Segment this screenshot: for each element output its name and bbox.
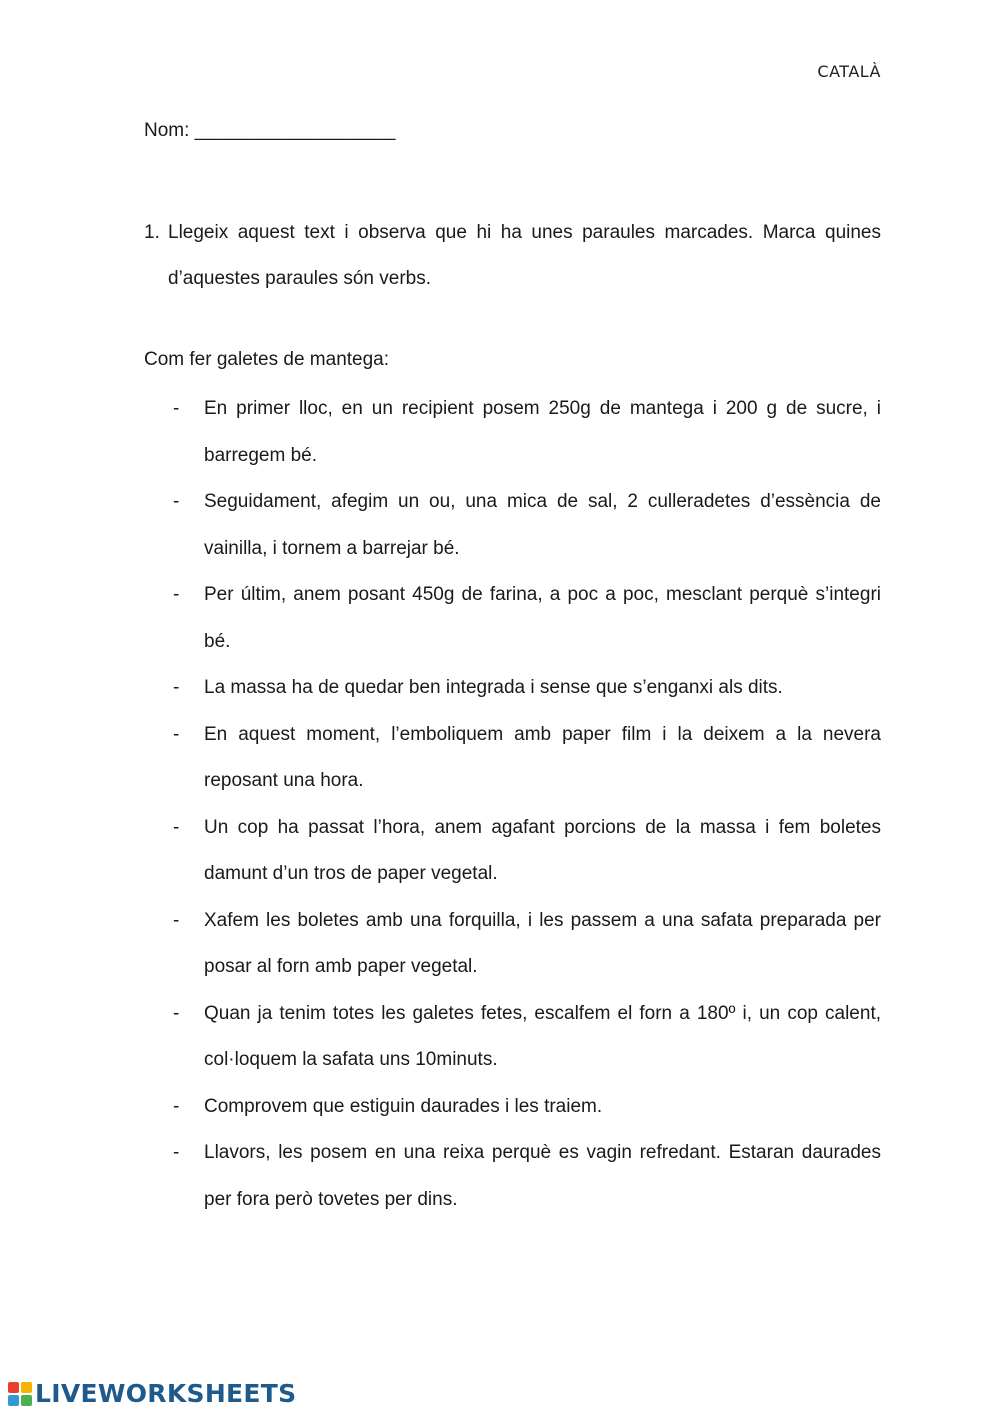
liveworksheets-logo: [8, 1379, 296, 1408]
bullet-dash: -: [173, 1142, 180, 1163]
recipe-step: [144, 479, 881, 572]
name-field: [144, 120, 395, 142]
exercise-number: 1.: [144, 222, 160, 243]
recipe-step: [144, 1130, 881, 1223]
step-text: Llavors, les posem en una reixa perquè es vagin refredant. Estaran daurades per fora però tovetes per dins.: [204, 1142, 881, 1210]
recipe-step: [144, 991, 881, 1084]
name-label: Nom:: [144, 120, 190, 141]
step-text: Comprovem que estiguin daurades i les traiem.: [204, 1095, 603, 1117]
recipe-step: [144, 386, 881, 479]
step-text: Per últim, anem posant 450g de farina, a poc a poc, mesclant perquè s’integri bé.: [204, 584, 881, 652]
bullet-dash: -: [173, 723, 180, 745]
step-text: En primer lloc, en un recipient posem 250g de mantega i 200 g de sucre, i barregem bé.: [204, 398, 881, 466]
bullet-dash: -: [173, 398, 180, 419]
subject-header: CATALÀ: [817, 62, 881, 81]
step-text: La massa ha de quedar ben integrada i sense que s’enganxi als dits.: [204, 677, 783, 698]
recipe-steps: [144, 386, 881, 1223]
recipe-title: Com fer galetes de mantega:: [144, 349, 390, 370]
recipe-step: [144, 1084, 881, 1131]
name-blank[interactable]: ___________________: [194, 120, 396, 141]
exercise-instruction: [144, 210, 881, 302]
bullet-dash: -: [173, 584, 180, 605]
recipe-step: [144, 712, 881, 805]
step-text: En aquest moment, l’emboliquem amb paper film i la deixem a la nevera reposant una hora.: [204, 723, 881, 791]
recipe-step: [144, 665, 881, 712]
step-text: Xafem les boletes amb una forquilla, i les passem a una safata preparada per posar al forn amb paper vegetal.: [204, 909, 881, 977]
step-text: Quan ja tenim totes les galetes fetes, escalfem el forn a 180º i, un cop calent, col·loquem la safata uns 10minuts.: [204, 1002, 881, 1070]
step-text: Un cop ha passat l’hora, anem agafant porcions de la massa i fem boletes damunt d’un tros de paper vegetal.: [204, 816, 881, 884]
recipe-step: [144, 572, 881, 665]
step-text: Seguidament, afegim un ou, una mica de sal, 2 culleradetes d’essència de vainilla, i tornem a barrejar bé.: [204, 491, 881, 559]
bullet-dash: -: [173, 816, 180, 838]
liveworksheets-logo-icon: [8, 1382, 32, 1406]
bullet-dash: -: [173, 1002, 180, 1024]
liveworksheets-brand: LIVEWORKSHEETS: [35, 1379, 297, 1408]
recipe-step: [144, 898, 881, 991]
bullet-dash: -: [173, 677, 180, 698]
recipe-step: [144, 805, 881, 898]
bullet-dash: -: [173, 909, 180, 931]
exercise-text: Llegeix aquest text i observa que hi ha unes paraules marcades. Marca quines d’aquestes paraules són verbs.: [168, 222, 881, 289]
bullet-dash: -: [173, 491, 180, 512]
bullet-dash: -: [173, 1095, 180, 1117]
